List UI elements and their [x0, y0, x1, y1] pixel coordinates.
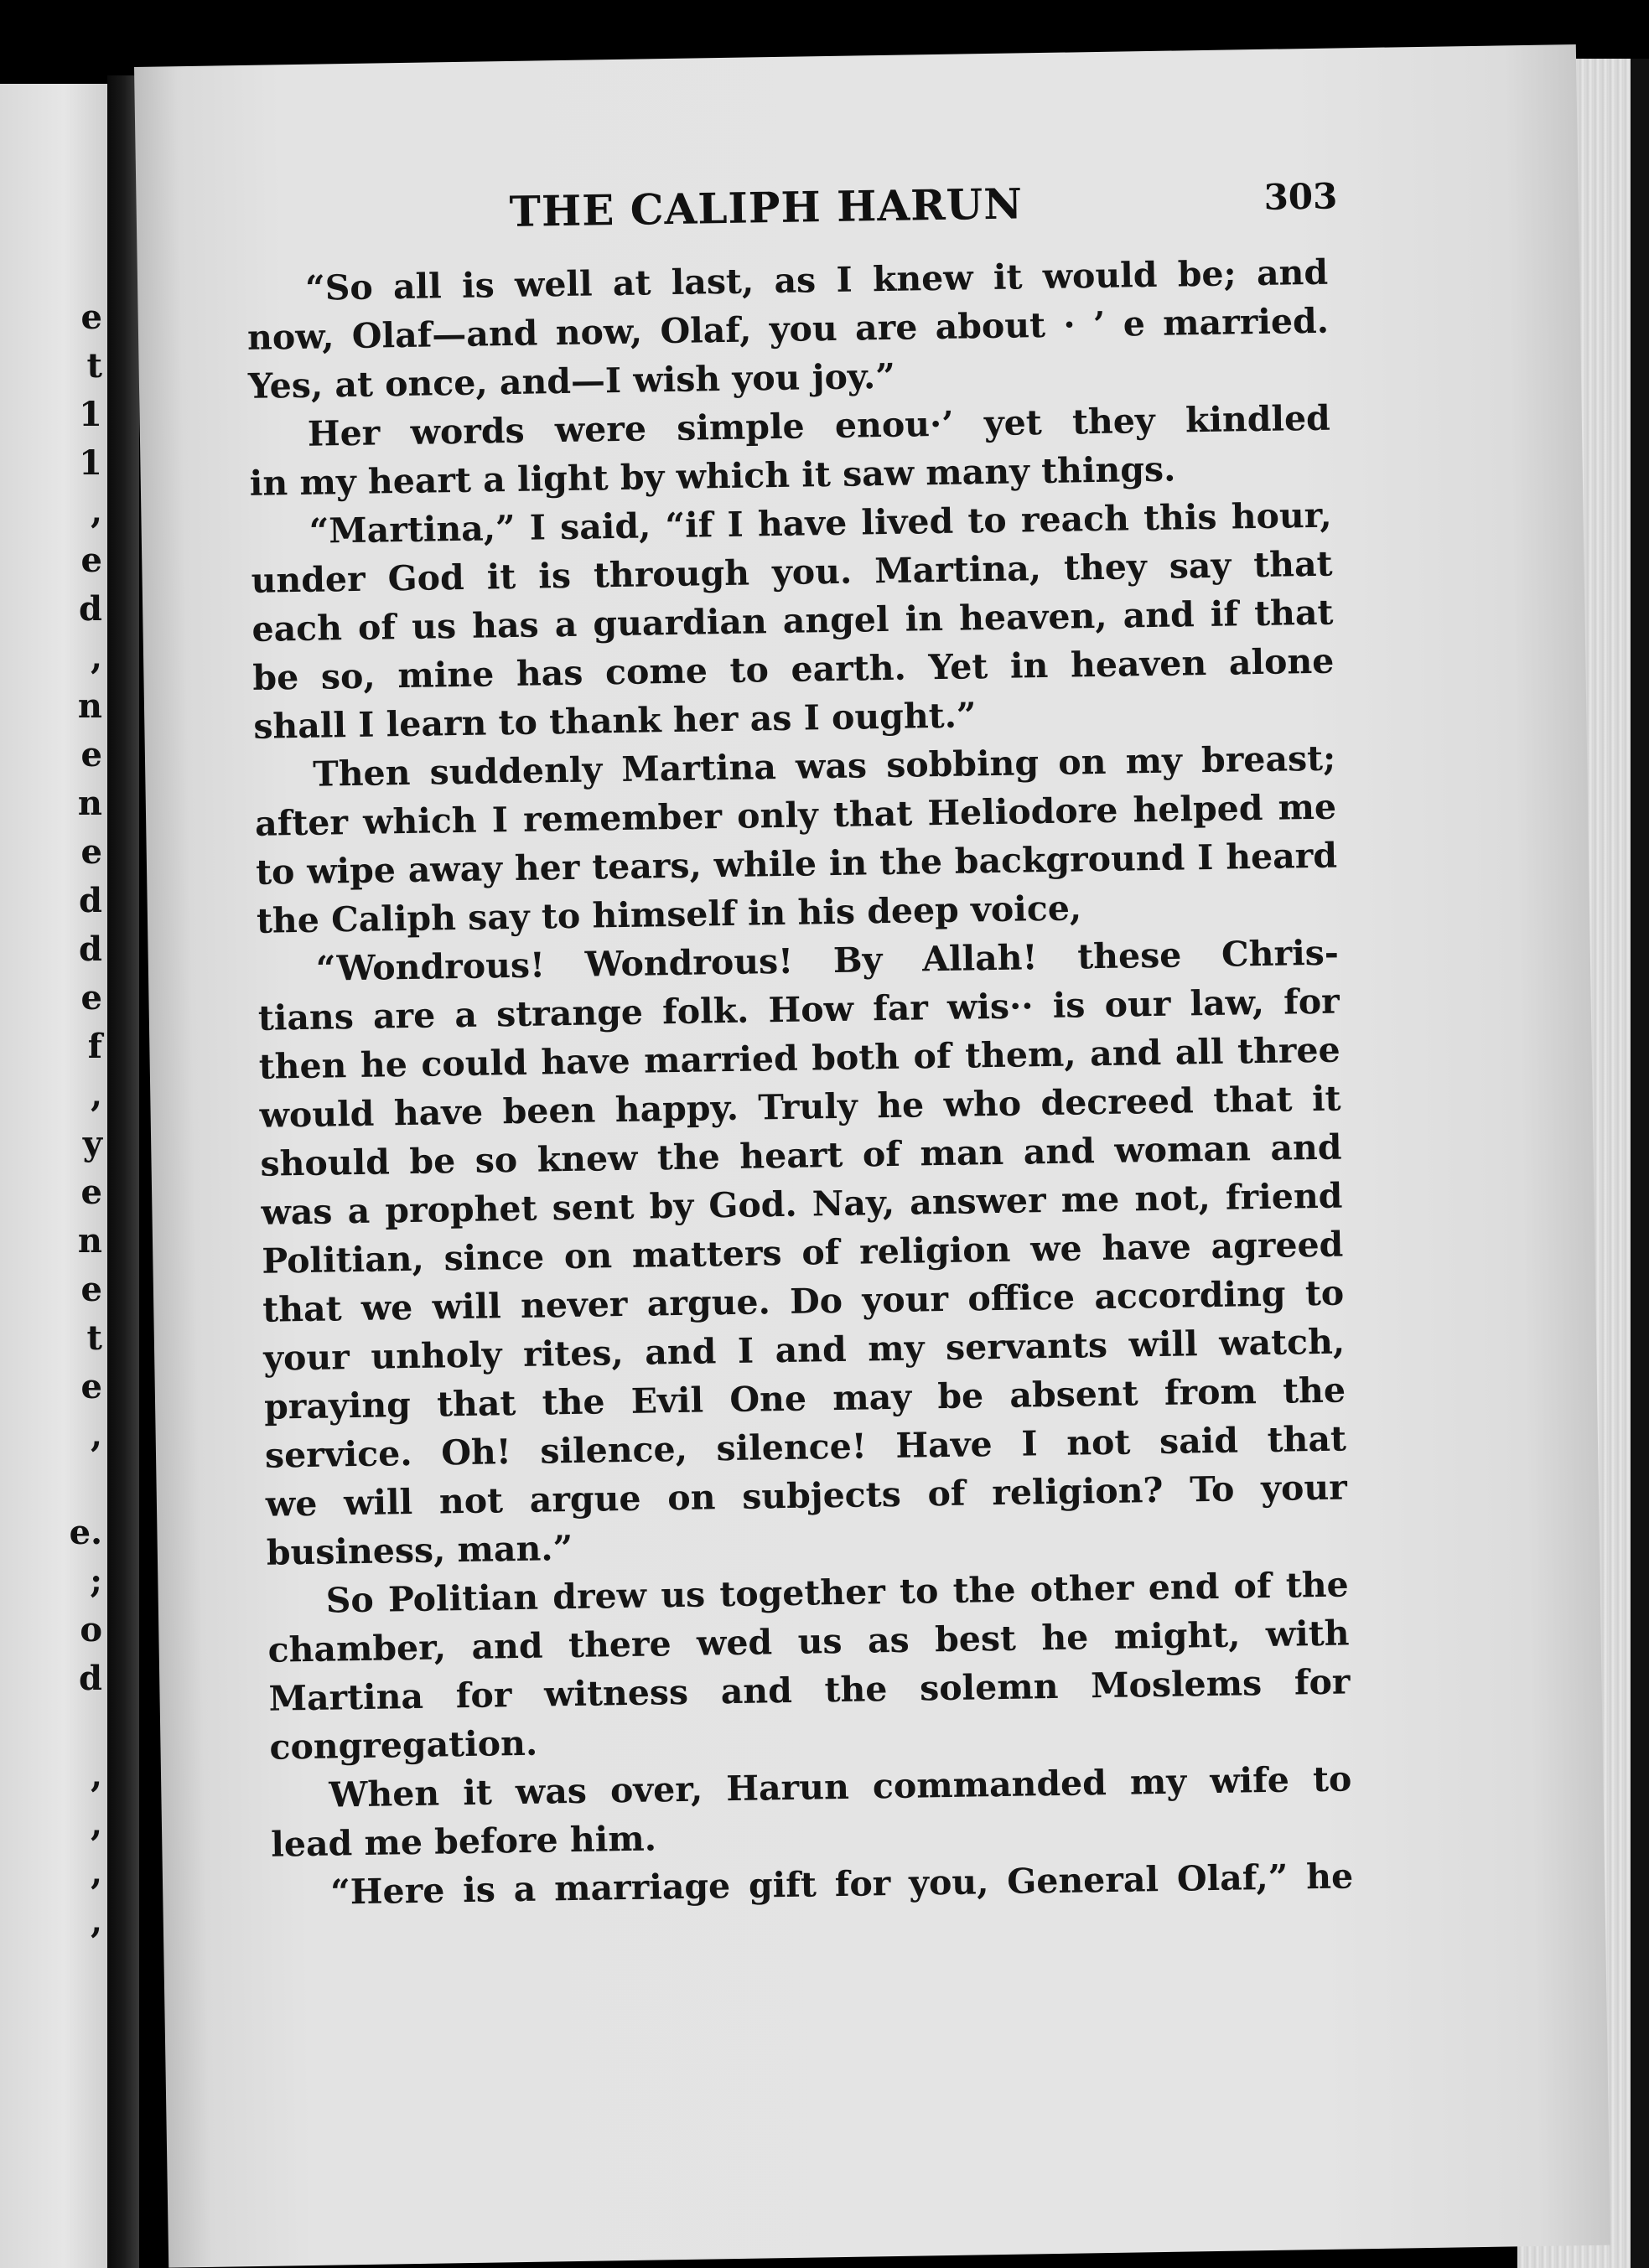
edge-char: d [79, 1659, 102, 1698]
text-line: Then suddenly Martina was sobbing on my breast; [312, 738, 1336, 795]
text-line: praying that the Evil One may be absent from the [263, 1370, 1346, 1427]
edge-char: t [86, 346, 102, 386]
text-line: was a prophet sent by God. Nay, answer me not, friend [261, 1175, 1343, 1233]
text-line: lead me before him. [270, 1818, 657, 1865]
edge-char: e [80, 541, 102, 580]
text-line: Yes, at once, and—I wish you joy.” [247, 355, 896, 406]
edge-char: f [87, 1027, 102, 1066]
text-line: then he could have married both of them, and all three [258, 1029, 1340, 1087]
edge-char: e [80, 298, 102, 337]
text-line: service. Oh! silence, silence! Have I not said that [264, 1418, 1347, 1476]
previous-page-line-endings [52, 293, 102, 1946]
text-line: “Here is a marriage gift for you, General Olaf,” he [329, 1856, 1354, 1913]
text-line: the Caliph say to himself in his deep voice, [256, 888, 1082, 941]
edge-char: e [80, 832, 102, 872]
text-line: to wipe away her tears, while in the background I heard [255, 835, 1338, 893]
edge-char: n [77, 1221, 102, 1261]
edge-char: , [91, 1756, 102, 1795]
text-line: Her words were simple enou·’ yet they kindled [307, 397, 1331, 454]
text-line: we will not argue on subjects of religion? To your [265, 1467, 1348, 1525]
previous-page-edge [0, 84, 107, 2268]
text-line: that we will never argue. Do your office according to [262, 1272, 1345, 1330]
edge-char: 1 [79, 443, 102, 483]
text-line: congregation. [269, 1722, 538, 1768]
text-line: “So all is well at last, as I knew it would be; and [304, 251, 1329, 308]
edge-char: y [82, 1124, 102, 1163]
edge-char: , [91, 1853, 102, 1893]
page-body-text [246, 248, 1354, 1918]
text-line: Martina for witness and the solemn Moslems for [268, 1661, 1351, 1719]
edge-char: d [79, 589, 102, 629]
text-line: “Martina,” I said, “if I have lived to reach this hour, [309, 495, 1332, 551]
edge-char [52, 1703, 102, 1752]
text-line: be so, mine has come to earth. Yet in heaven alone [252, 640, 1335, 698]
edge-char: o [80, 1610, 102, 1649]
edge-char: n [77, 686, 102, 726]
text-line: in my heart a light by which it saw many things. [249, 448, 1176, 504]
text-line: When it was over, Harun commanded my wife to [329, 1758, 1352, 1815]
edge-char [52, 1460, 102, 1509]
text-line: each of us has a guardian angel in heaven, and if that [251, 592, 1334, 650]
edge-char: 1 [79, 395, 102, 434]
edge-char: e [80, 1173, 102, 1212]
edge-char: e [80, 1270, 102, 1309]
text-line: should be so knew the heart of man and woman and [260, 1126, 1342, 1184]
edge-char: , [91, 1075, 102, 1115]
text-line: chamber, and there wed us as best he might, with [267, 1613, 1350, 1670]
text-line: business, man.” [266, 1528, 573, 1573]
text-line: your unholy rites, and I and my servants will watch, [262, 1321, 1346, 1379]
edge-char: , [91, 1902, 102, 1941]
text-line: Politian, since on matters of religion we have agreed [262, 1224, 1344, 1282]
edge-char: e [80, 735, 102, 774]
edge-char: , [91, 1416, 102, 1455]
edge-char: t [86, 1318, 102, 1358]
text-line: So Politian drew us together to the other end of the [325, 1564, 1349, 1621]
book-gutter [107, 75, 139, 2268]
text-line: now, Olaf—and now, Olaf, you are about · ’ e married. [246, 300, 1330, 358]
edge-char: , [91, 492, 102, 531]
edge-char: n [77, 784, 102, 823]
book-page [134, 44, 1610, 2268]
text-line: after which I remember only that Heliodore helped me [254, 786, 1337, 844]
edge-char: e [80, 978, 102, 1017]
page-header [136, 170, 1579, 251]
text-line: “Wondrous! Wondrous! By Allah! these Chris- [315, 932, 1340, 989]
edge-char: e [80, 1367, 102, 1406]
edge-char: ; [90, 1561, 102, 1601]
edge-char: d [79, 881, 102, 920]
edge-char: , [91, 638, 102, 677]
text-line: shall I learn to thank her as I ought.” [253, 695, 977, 747]
text-line: would have been happy. Truly he who decreed that it [259, 1078, 1341, 1136]
page-number: 303 [1263, 175, 1338, 218]
running-title: THE CALIPH HARUN [509, 179, 1024, 236]
edge-char: d [79, 929, 102, 969]
edge-char: , [91, 1805, 102, 1844]
edge-char: e. [69, 1513, 102, 1552]
text-line: tians are a strange folk. How far wis·· is our law, for [257, 981, 1340, 1038]
text-line: under God it is through you. Martina, they say that [251, 543, 1333, 601]
